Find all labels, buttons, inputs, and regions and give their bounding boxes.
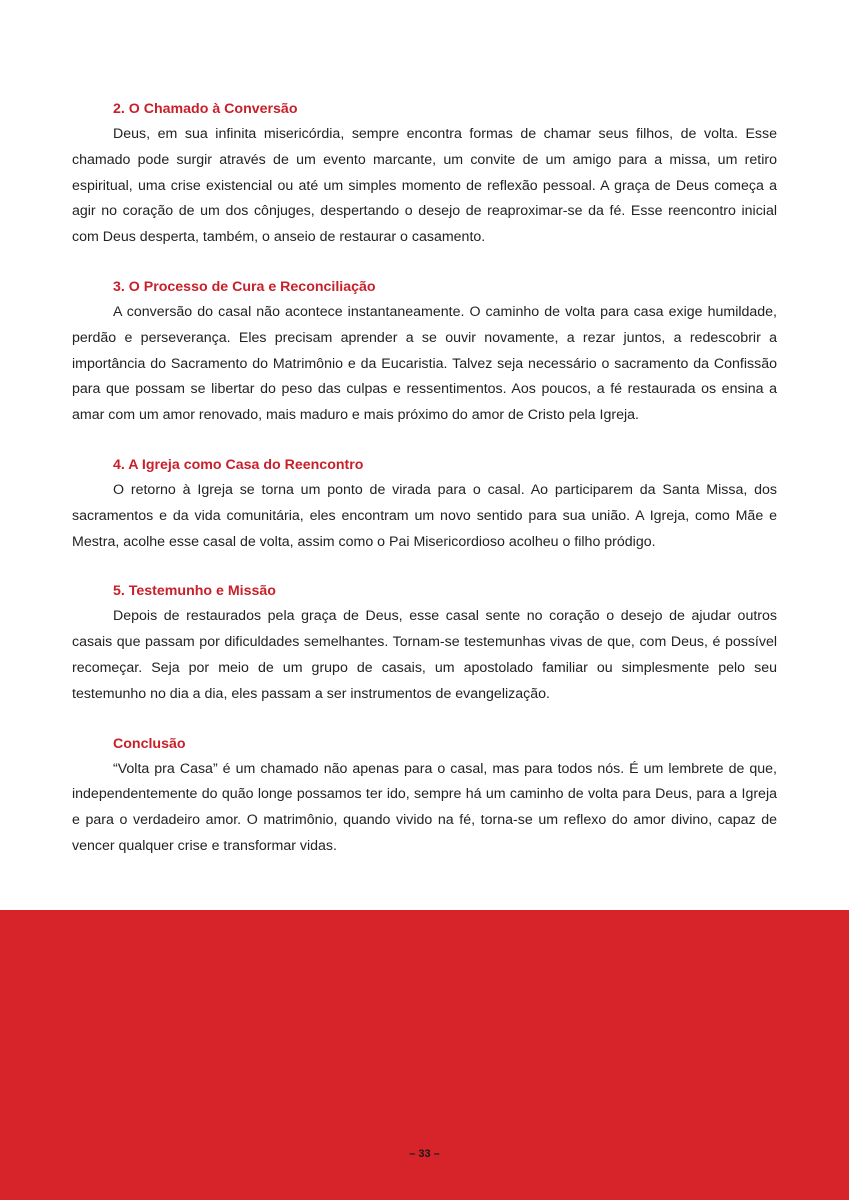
- section-paragraph: Deus, em sua infinita misericórdia, sempre encontra formas de chamar seus filhos, de volta. Esse chamado pode surgir através de um evento marcante, um convite de um amigo para a missa, um retiro espiritual, uma crise existencial ou até um simples momento de reflexão pessoal. A graça de Deus começa a agir no coração de um dos cônjuges, despertando o desejo de reaproximar-se da fé. Esse reencontro inicial com Deus desperta, também, o anseio de restaurar o casamento.: [72, 126, 777, 246]
- section-heading: 4. A Igreja como Casa do Reencontro: [113, 456, 364, 473]
- section-heading: Conclusão: [113, 735, 186, 752]
- section-paragraph: A conversão do casal não acontece instantaneamente. O caminho de volta para casa exige humildade, perdão e perseverança. Eles precisam aprender a se ouvir novamente, a rezar juntos, a redescobrir a importância do Sacramento do Matrimônio e da Eucaristia. Talvez seja necessário o sacramento da Confissão para que possam se libertar do peso das culpas e ressentimentos. Aos poucos, a fé restaurada os ensina a amar com um amor renovado, mais maduro e mais próximo do amor de Cristo pela Igreja.: [72, 303, 777, 424]
- section-conclusao: [72, 731, 777, 860]
- section-heading: 5. Testemunho e Missão: [113, 583, 276, 600]
- page-content: [72, 96, 777, 883]
- section-processo-cura: [72, 274, 777, 429]
- section-paragraph: Depois de restaurados pela graça de Deus, esse casal sente no coração o desejo de ajudar outros casais que passam por dificuldades semelhantes. Tornam-se testemunhas vivas de que, com Deus, é possível recomeçar. Seja por meio de um grupo de casais, um apostolado familiar ou simplesmente pelo seu testemunho no dia a dia, eles passam a ser instrumentos de evangelização.: [72, 608, 777, 702]
- page-number: – 33 –: [409, 1148, 440, 1160]
- section-heading: 3. O Processo de Cura e Reconciliação: [113, 278, 376, 295]
- section-paragraph: “Volta pra Casa” é um chamado não apenas para o casal, mas para todos nós. É um lembrete de que, independentemente do quão longe possamos ter ido, sempre há um caminho de volta para Deus, para a Igreja e para o verdadeiro amor. O matrimônio, quando vivido na fé, torna-se um reflexo do amor divino, capaz de vencer qualquer crise e transformar vidas.: [72, 760, 777, 854]
- section-chamado-conversao: [72, 96, 777, 251]
- section-paragraph: O retorno à Igreja se torna um ponto de virada para o casal. Ao participarem da Santa Missa, dos sacramentos e da vida comunitária, eles encontram um novo sentido para sua união. A Igreja, como Mãe e Mestra, acolhe esse casal de volta, assim como o Pai Misericordioso acolheu o filho pródigo.: [72, 481, 777, 550]
- section-heading: 2. O Chamado à Conversão: [113, 101, 298, 117]
- section-testemunho-missao: [72, 578, 777, 707]
- section-igreja-casa: [72, 452, 777, 555]
